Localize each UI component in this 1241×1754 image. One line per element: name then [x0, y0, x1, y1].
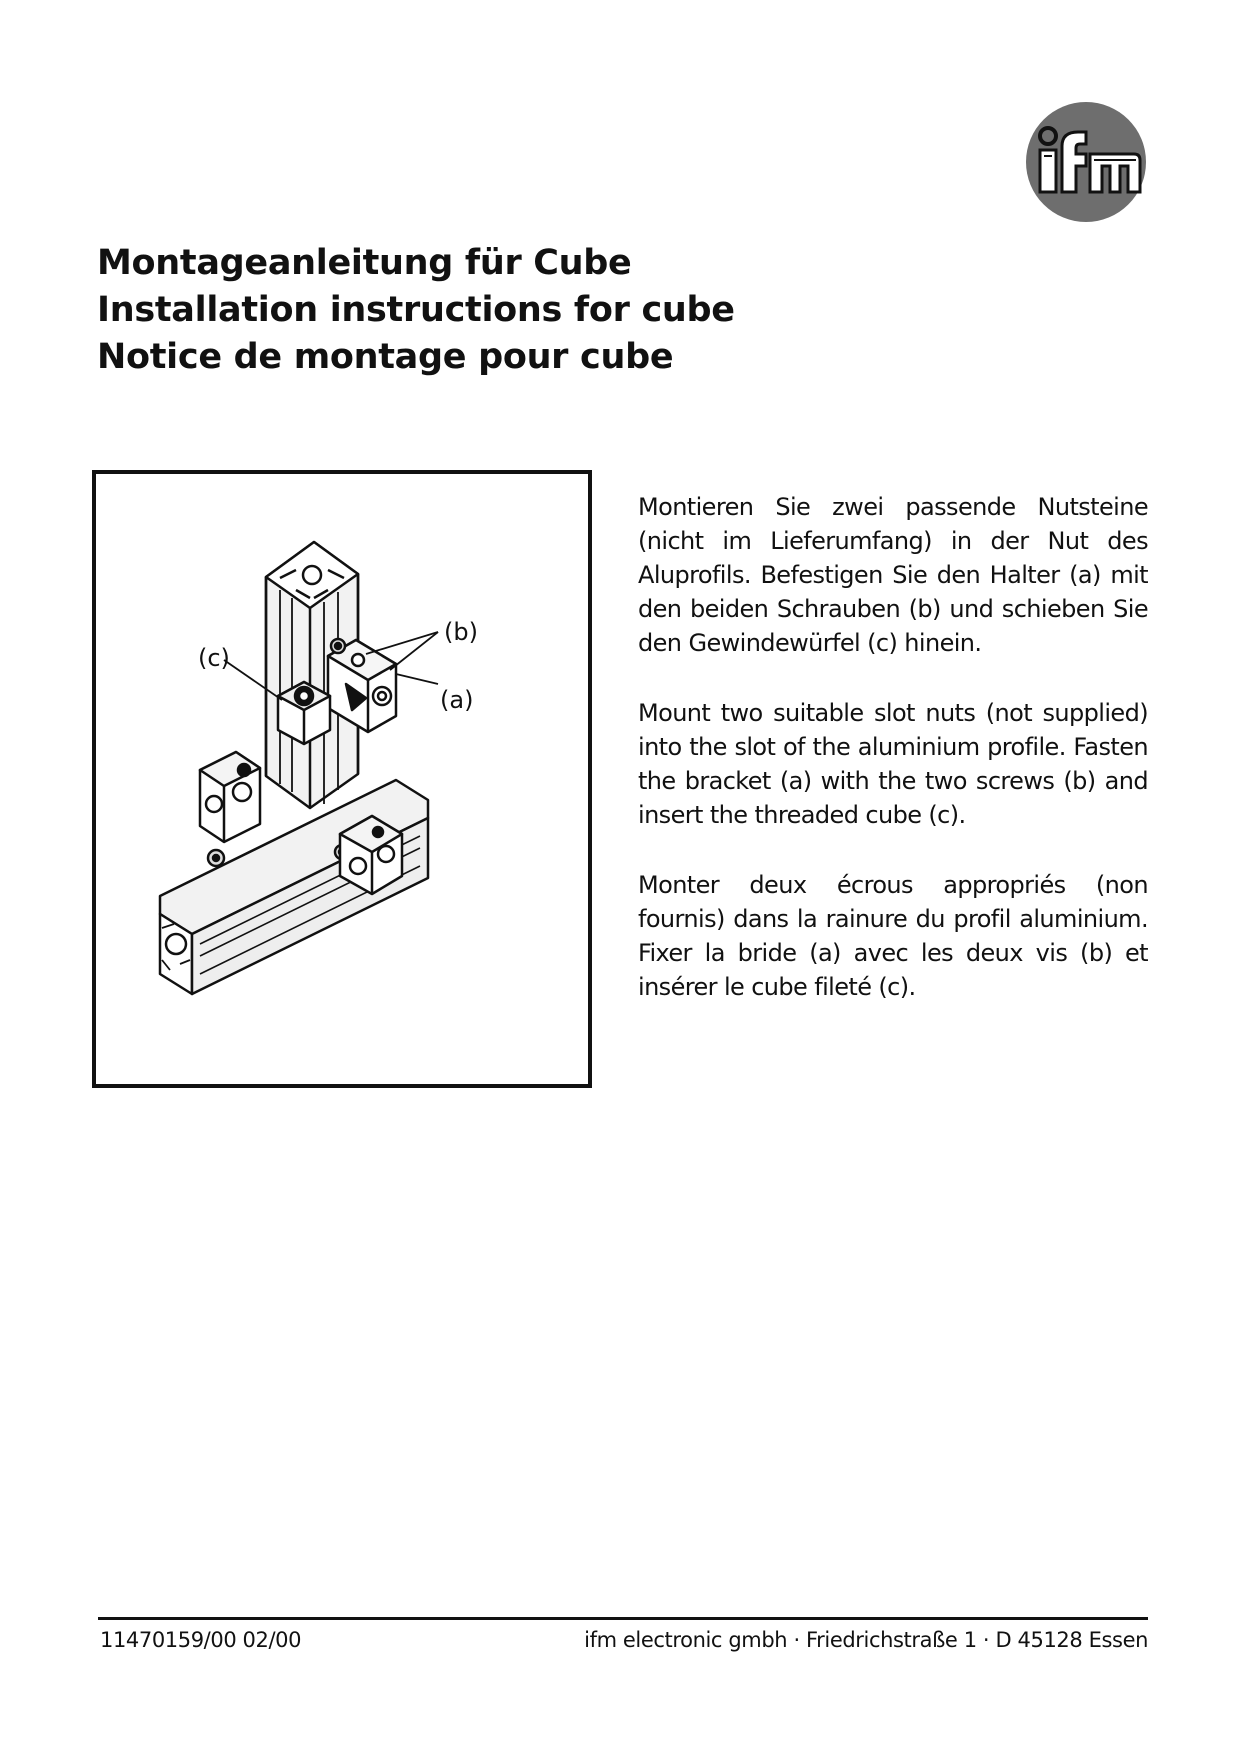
document-number: 11470159/00 02/00 [100, 1628, 302, 1652]
installation-drawing [96, 474, 588, 1084]
footer-divider [98, 1617, 1148, 1620]
title-german: Montageanleitung für Cube [97, 243, 632, 283]
label-a: (a) [440, 686, 474, 714]
instructions-french: Monter deux écrous appropriés (non fournis) dans la rainure du profil aluminium. Fixer la bride (a) avec les deux vis (b) et insérer le cube fileté (c). [638, 871, 1148, 1001]
clamp-block-left [200, 752, 260, 842]
label-c: (c) [198, 644, 230, 672]
company-address: ifm electronic gmbh · Friedrichstraße 1 · D 45128 Essen [584, 1628, 1148, 1652]
clamp-block-right [340, 816, 402, 894]
instruction-text [638, 490, 1148, 1004]
label-b: (b) [444, 618, 478, 646]
title-french: Notice de montage pour cube [97, 337, 674, 377]
installation-figure [92, 470, 592, 1088]
company-logo [1024, 100, 1148, 224]
document-titles [97, 240, 735, 381]
threaded-cube [278, 682, 330, 744]
title-english: Installation instructions for cube [97, 290, 735, 330]
instructions-german: Montieren Sie zwei passende Nutsteine (nicht im Lieferumfang) in der Nut des Aluprofils. Befestigen Sie den Halter (a) mit den beiden Schrauben (b) und schieben Sie den Gewindewürfel (c) hinein. [638, 493, 1148, 657]
instructions-english: Mount two suitable slot nuts (not supplied) into the slot of the aluminium profile. Fasten the bracket (a) with the two screws (b) and insert the threaded cube (c). [638, 699, 1148, 829]
